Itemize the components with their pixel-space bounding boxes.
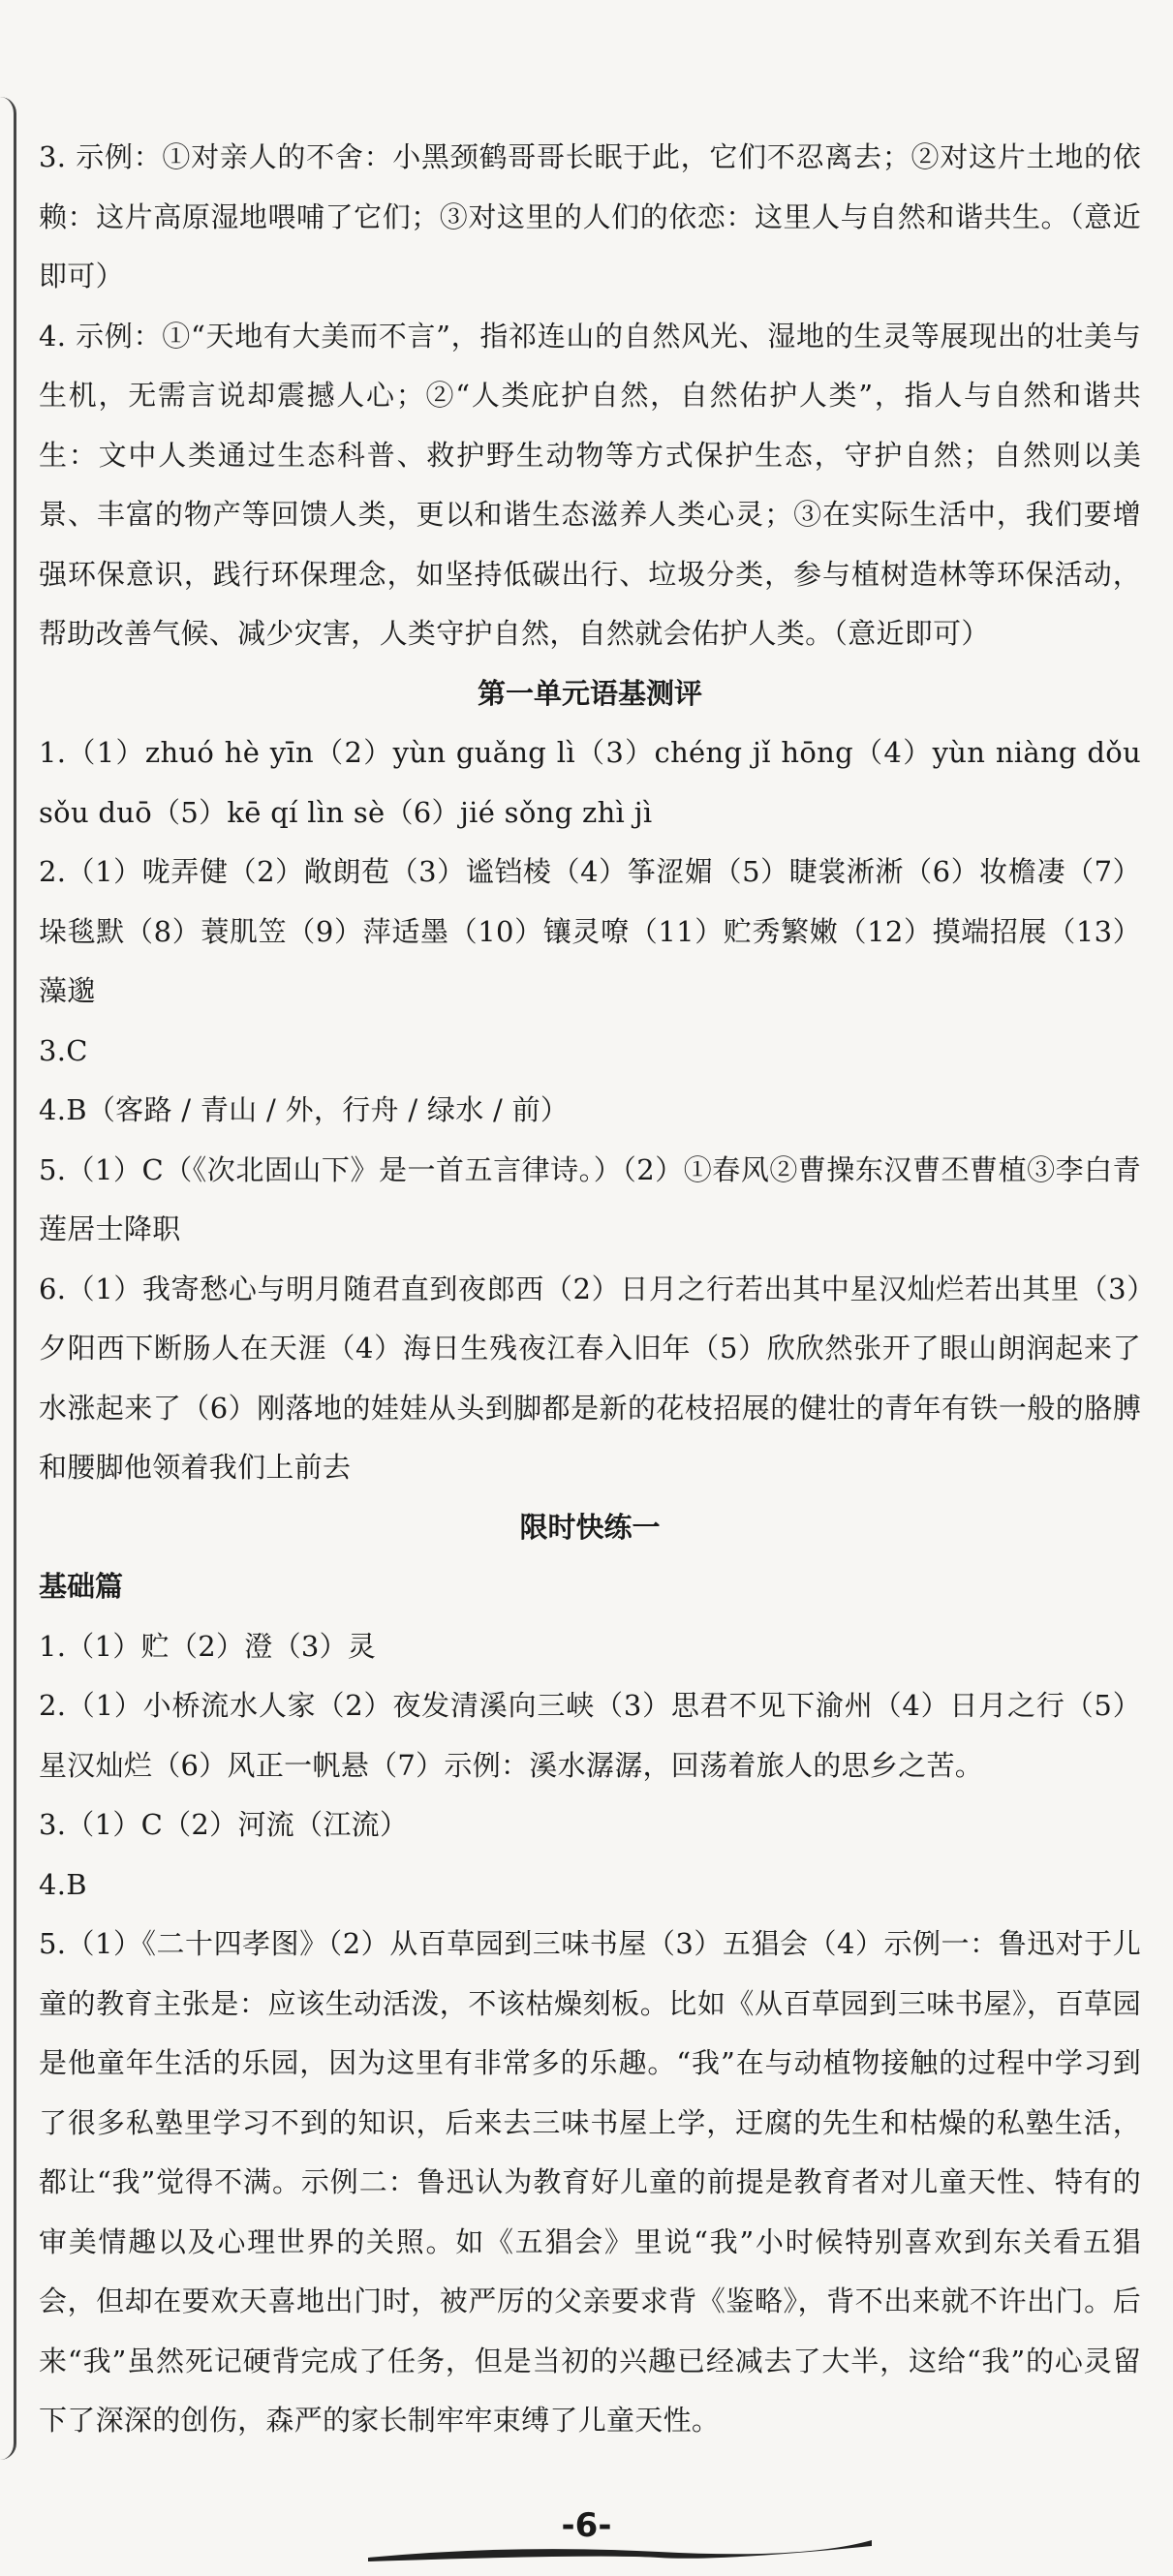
answer-item: 3.C — [39, 1033, 88, 1067]
answer-item: 1.（1）zhuó hè yīn（2）yùn guǎng lì（3）chéng jǐ hōng（4）yùn niàng dǒu sǒu duō（5）kē qí lìn sè（6）jié sǒng zhì jì — [39, 736, 1141, 829]
answer-item: 2.（1）小桥流水人家（2）夜发清溪向三峡（3）思君不见下渝州（4）日月之行（5）星汉灿烂（6）风正一帆悬（7）示例：溪水潺潺，回荡着旅人的思乡之苦。 — [39, 1689, 1141, 1782]
answer-item: 3. 示例：①对亲人的不舍：小黑颈鹤哥哥长眠于此，它们不忍离去；②对这片土地的依赖：这片高原湿地喂哺了它们；③对这里的人们的依恋：这里人与自然和谐共生。（意近即可） — [39, 140, 1141, 292]
answer-item: 6.（1）我寄愁心与明月随君直到夜郎西（2）日月之行若出其中星汉灿烂若出其里（3）夕阳西下断肠人在天涯（4）海日生残夜江春入旧年（5）欣欣然张开了眼山朗润起来了水涨起来了（6）刚落地的娃娃从头到脚都是新的花枝招展的健壮的青年有铁一般的胳膊和腰脚他领着我们上前去 — [39, 1272, 1141, 1484]
footer-swoosh-decoration — [368, 2532, 872, 2561]
answer-content — [39, 128, 1141, 2451]
answer-item: 5.（1）《二十四孝图》（2）从百草园到三味书屋（3）五猖会（4）示例一：鲁迅对于儿童的教育主张是：应该生动活泼，不该枯燥刻板。比如《从百草园到三味书屋》，百草园是他童年生活的乐园，因为这里有非常多的乐趣。“我”在与动植物接触的过程中学习到了很多私塾里学习不到的知识，后来去三味书屋上学，迂腐的先生和枯燥的私塾生活，都让“我”觉得不满。示例二：鲁迅认为教育好儿童的前提是教育者对儿童天性、特有的审美情趣以及心理世界的关照。如《五猖会》里说“我”小时候特别喜欢到东关看五猖会，但却在要欢天喜地出门时，被严厉的父亲要求背《鉴略》，背不出来就不许出门。后来“我”虽然死记硬背完成了任务，但是当初的兴趣已经减去了大半，这给“我”的心灵留下了深深的创伤，森严的家长制牢牢束缚了儿童天性。 — [39, 1927, 1141, 2437]
answer-item: 3.（1）C（2）河流（江流） — [39, 1808, 409, 1841]
answer-item: 4.B — [39, 1867, 87, 1901]
section-subtitle: 基础篇 — [39, 1570, 124, 1603]
answer-item: 4. 示例：①“天地有大美而不言”，指祁连山的自然风光、湿地的生灵等展现出的壮美与生机，无需言说却震撼人心；②“人类庇护自然，自然佑护人类”，指人与自然和谐共生：文中人类通过生态科普、救护野生动物等方式保护生态，守护自然；自然则以美景、丰富的物产等回馈人类，更以和谐生态滋养人类心灵；③在实际生活中，我们要增强环保意识，践行环保理念，如坚持低碳出行、垃圾分类，参与植树造林等环保活动，帮助改善气候、减少灾害，人类守护自然，自然就会佑护人类。（意近即可） — [39, 319, 1141, 650]
section-title: 第一单元语基测评 — [477, 676, 702, 710]
answer-item: 2.（1）咙弄健（2）敞朗苞（3）谧铛棱（4）筝涩媚（5）睫裳淅淅（6）妆檐凄（7）垛毯默（8）蓑肌笠（9）萍适墨（10）镶灵嘹（11）贮秀繁嫩（12）摸端招展（13）藻邈 — [39, 855, 1141, 1007]
answer-item: 5.（1）C（《次北固山下》是一首五言律诗。）（2）①春风②曹操东汉曹丕曹植③李白青莲居士降职 — [39, 1152, 1141, 1245]
binding-edge — [0, 97, 16, 2460]
section-title: 限时快练一 — [519, 1510, 661, 1544]
page-number: -6- — [561, 2506, 612, 2545]
answer-item: 4.B（客路 / 青山 / 外，行舟 / 绿水 / 前） — [39, 1093, 570, 1126]
answer-item: 1.（1）贮（2）澄（3）灵 — [39, 1629, 377, 1663]
